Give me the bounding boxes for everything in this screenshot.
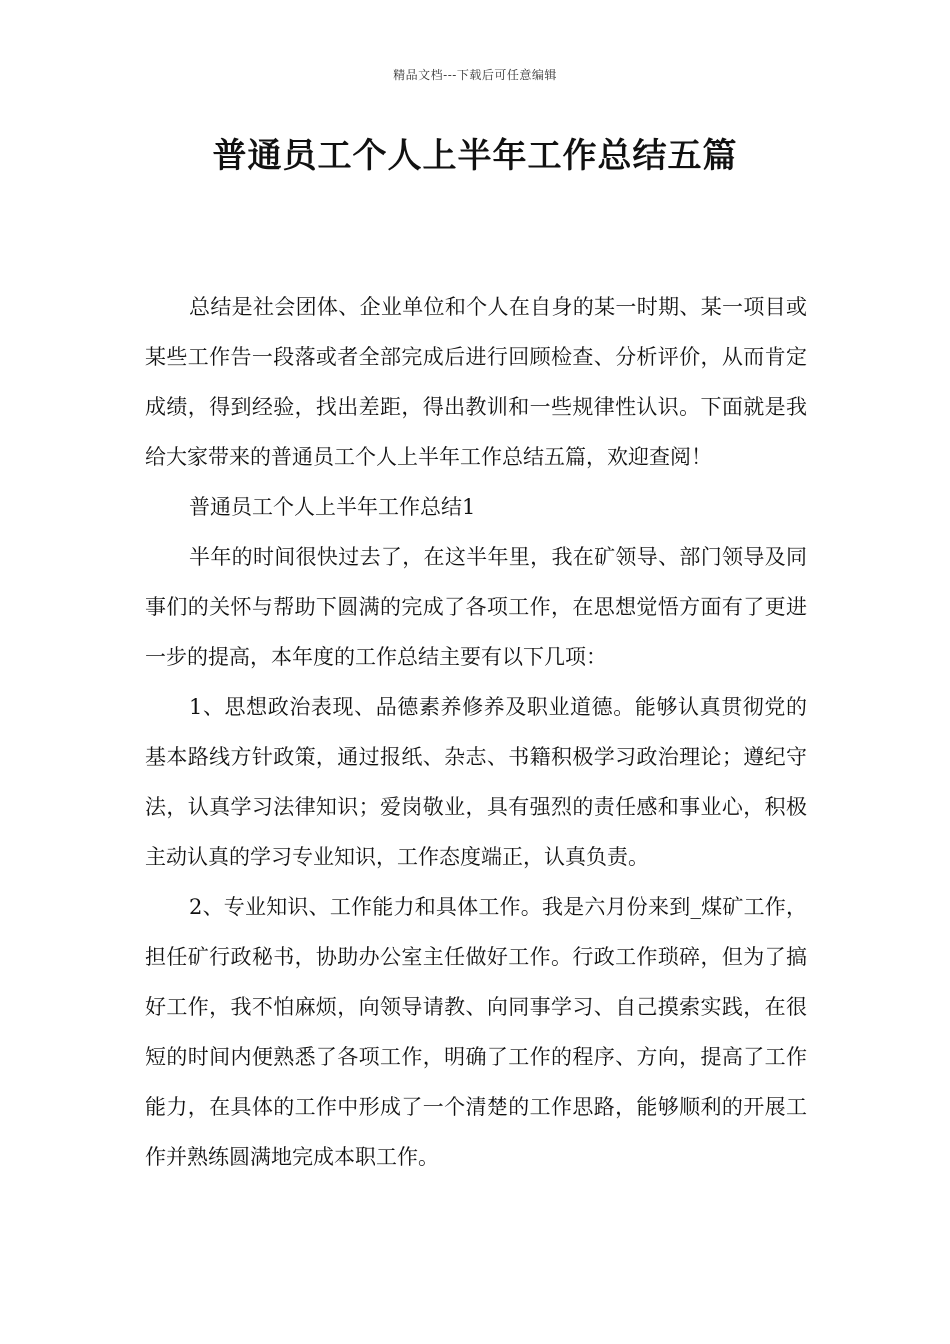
document-body bbox=[145, 282, 807, 1182]
body-paragraph: 1、思想政治表现、品德素养修养及职业道德。能够认真贯彻党的基本路线方针政策，通过报纸、杂志、书籍积极学习政治理论；遵纪守法，认真学习法律知识；爱岗敬业，具有强烈的责任感和事业心，积极主动认真的学习专业知识，工作态度端正，认真负责。 bbox=[145, 695, 807, 869]
section-heading: 普通员工个人上半年工作总结1 bbox=[189, 495, 476, 519]
header-note: 精品文档---下载后可任意编辑 bbox=[393, 68, 557, 82]
document-title: 普通员工个人上半年工作总结五篇 bbox=[212, 136, 738, 176]
body-paragraph: 半年的时间很快过去了，在这半年里，我在矿领导、部门领导及同事们的关怀与帮助下圆满的完成了各项工作，在思想觉悟方面有了更进一步的提高，本年度的工作总结主要有以下几项： bbox=[145, 545, 807, 669]
body-paragraph: 2、专业知识、工作能力和具体工作。我是六月份来到_煤矿工作，担任矿行政秘书，协助办公室主任做好工作。行政工作琐碎，但为了搞好工作，我不怕麻烦，向领导请教、向同事学习、自己摸索实践，在很短的时间内便熟悉了各项工作，明确了工作的程序、方向，提高了工作能力，在具体的工作中形成了一个清楚的工作思路，能够顺利的开展工作并熟练圆满地完成本职工作。 bbox=[145, 895, 807, 1169]
intro-paragraph: 总结是社会团体、企业单位和个人在自身的某一时期、某一项目或某些工作告一段落或者全部完成后进行回顾检查、分析评价，从而肯定成绩，得到经验，找出差距，得出教训和一些规律性认识。下面就是我给大家带来的普通员工个人上半年工作总结五篇，欢迎查阅！ bbox=[145, 295, 807, 469]
